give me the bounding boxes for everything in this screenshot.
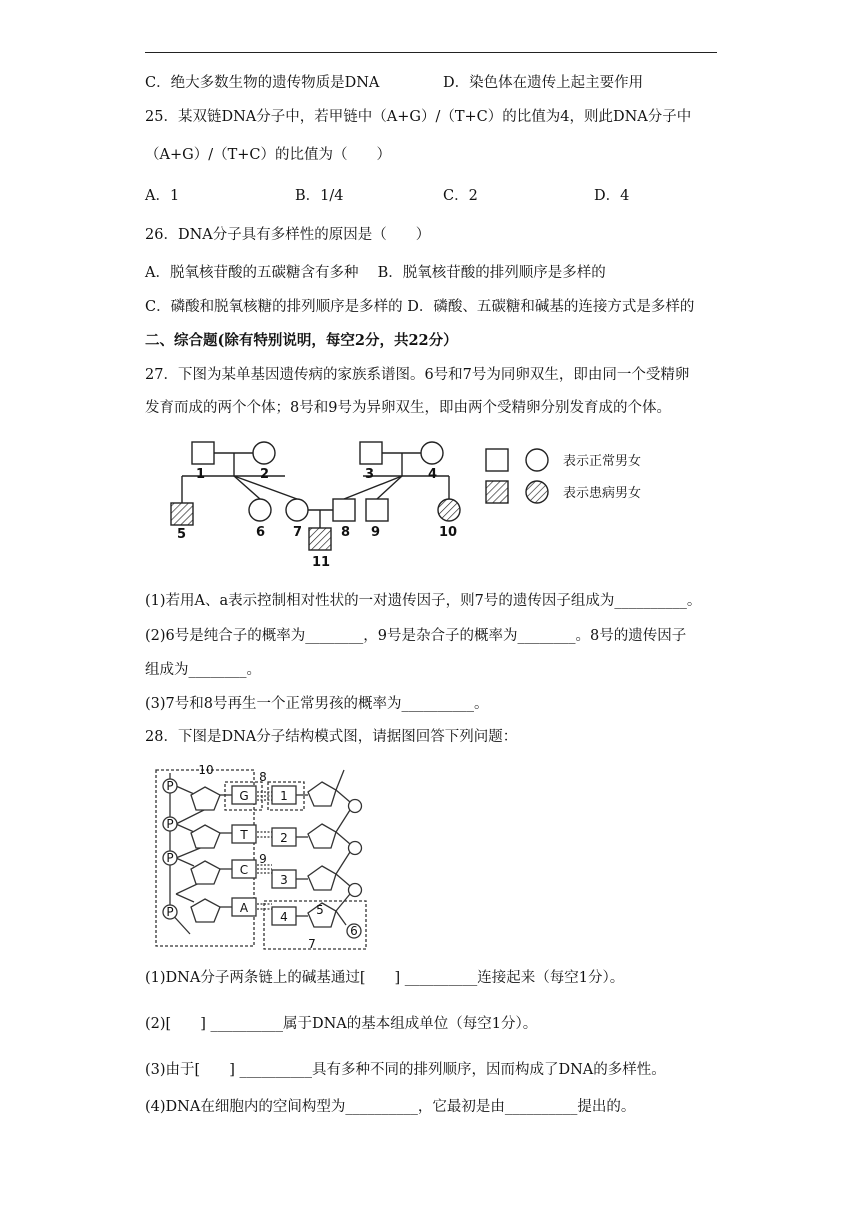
q25-option-a: A．1 [145,188,180,204]
pedigree-id-4: 4 [428,467,438,482]
q24-option-c: C．绝大多数生物的遗传物质是DNA [145,75,380,91]
q24-option-d: D．染色体在遗传上起主要作用 [443,75,644,91]
pedigree-male-5 [171,503,193,525]
base-t: T [240,828,248,842]
hydrogen-bond-label-8: 8 [259,770,267,784]
pedigree-id-5: 5 [177,527,187,542]
chain-label-10: 10 [198,763,214,777]
pedigree-id-6: 6 [256,525,266,540]
q28-sub4: (4)DNA在细胞内的空间构型为__________，它最初是由__________提出的。 [145,1099,636,1115]
nucleotide-label-7: 7 [308,937,316,951]
q25-stem-line1: 25．某双链DNA分子中，若甲链中（A+G）/（T+C）的比值为4，则此DNA分子中 [145,109,692,125]
pedigree-male-1 [192,442,214,464]
q26-options-ab: A．脱氧核苷酸的五碳糖含有多种 B．脱氧核苷酸的排列顺序是多样的 [145,265,606,281]
pedigree-id-9: 9 [371,525,381,540]
q26-stem: 26．DNA分子具有多样性的原因是（ ） [145,227,431,243]
pedigree-id-2: 2 [260,467,270,482]
q27-stem-line2: 发育而成的两个个体；8号和9号为异卵双生，即由两个受精卵分别发育成的个体。 [145,400,671,416]
pedigree-male-9 [366,499,388,521]
q28-sub2: (2)[ ] __________属于DNA的基本组成单位（每空1分）。 [145,1016,538,1032]
legend-normal-male [486,449,508,471]
pedigree-id-7: 7 [293,525,303,540]
legend-affected-female [526,481,548,503]
pedigree-id-1: 1 [196,467,206,482]
pedigree-female-2 [253,442,275,464]
q27-stem-line1: 27．下图为某单基因遗传病的家族系谱图。6号和7号为同卵双生，即由同一个受精卵 [145,367,690,383]
base-c: C [239,863,249,877]
pedigree-male-8 [333,499,355,521]
q25-option-d: D．4 [594,188,630,204]
phosphate-label-2: P [166,817,174,831]
q27-sub3: (3)7号和8号再生一个正常男孩的概率为__________。 [145,696,489,712]
base-label-3: 3 [280,873,288,887]
base-label-1: 1 [280,789,288,803]
q28-sub1: (1)DNA分子两条链上的碱基通过[ ] __________连接起来（每空1分）。 [145,970,625,986]
q25-stem-line2: （A+G）/（T+C）的比值为（ ） [145,147,392,163]
sugar-label-5: 5 [316,903,324,917]
q27-sub1: (1)若用A、a表示控制相对性状的一对遗传因子，则7号的遗传因子组成为__________。 [145,593,702,609]
dna-structure-diagram [150,762,380,954]
q28-stem: 28．下图是DNA分子结构模式图，请据图回答下列问题： [145,729,518,745]
q27-sub2-line1: (2)6号是纯合子的概率为________，9号是杂合子的概率为________。8号的遗传因子 [145,628,687,644]
q28-sub3: (3)由于[ ] __________具有多种不同的排列顺序，因而构成了DNA的多样性。 [145,1062,666,1078]
phosphate-label-1: P [166,779,174,793]
pedigree-id-3: 3 [365,467,375,482]
pedigree-id-11: 11 [312,555,331,570]
pedigree-id-10: 10 [439,525,458,540]
section2-title: 二、综合题(除有特别说明，每空2分，共22分） [145,332,458,349]
pedigree-male-11 [309,528,331,550]
legend-affected-male [486,481,508,503]
base-label-4: 4 [280,910,288,924]
phosphate-label-3: P [166,851,174,865]
legend-normal-label: 表示正常男女 [563,454,642,469]
base-a: A [239,901,249,915]
pedigree-female-6 [249,499,271,521]
header-rule [145,52,717,53]
pedigree-male-3 [360,442,382,464]
q26-options-cd: C．磷酸和脱氧核糖的排列顺序是多样的 D．磷酸、五碳糖和碱基的连接方式是多样的 [145,299,695,315]
phosphate-label-6: 6 [350,924,358,938]
base-label-2: 2 [280,831,288,845]
q25-option-c: C．2 [443,188,478,204]
pedigree-female-10 [438,499,460,521]
pedigree-id-8: 8 [341,525,351,540]
pedigree-diagram [160,432,700,572]
legend-affected-label: 表示患病男女 [563,486,642,501]
pedigree-female-7 [286,499,308,521]
phosphate-label-4: P [166,905,174,919]
legend-normal-female [526,449,548,471]
hydrogen-bond-label-9: 9 [259,852,267,866]
q27-sub2-line2: 组成为________。 [145,662,261,678]
base-g: G [239,789,249,803]
q25-option-b: B．1/4 [295,188,344,204]
pedigree-female-4 [421,442,443,464]
